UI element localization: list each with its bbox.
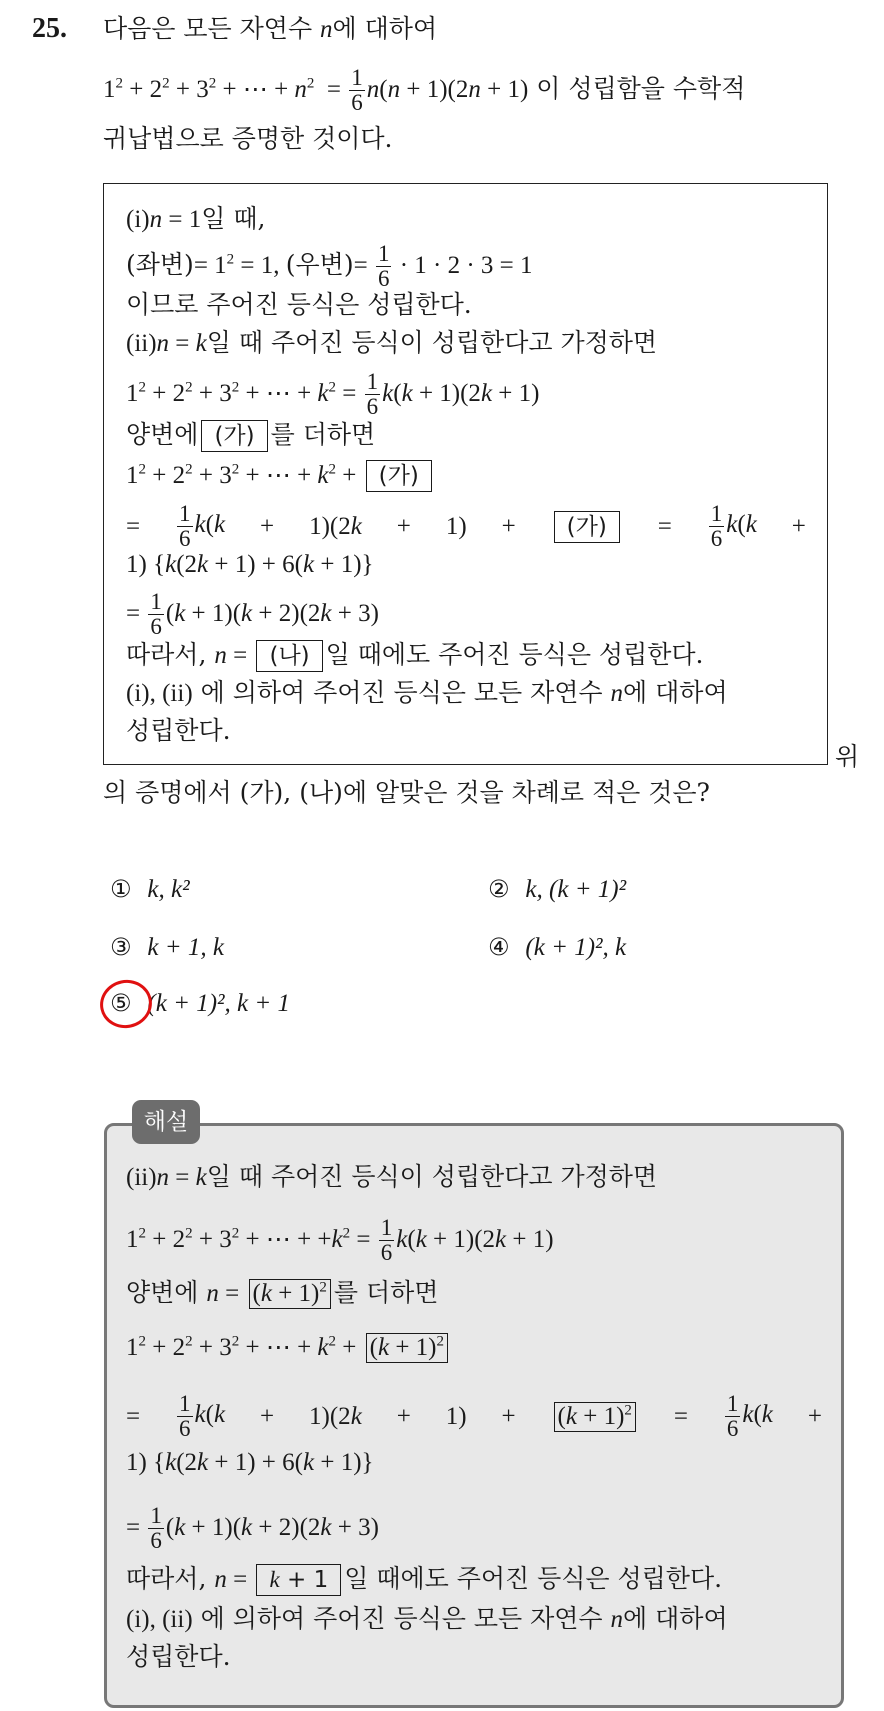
- solution-final-line1: (i), (ii) 에 의하여 주어진 등식은 모든 자연수 n에 대하여: [126, 1604, 728, 1633]
- solution-tab: 해설: [132, 1100, 200, 1144]
- answer-na-box: k + 1: [256, 1564, 341, 1596]
- proof-rhs-line1: = $\frac{1}{6}$ k(k + 1)(2k + 1) + (가) = $\frac{1}{6}$ k(k +: [126, 501, 806, 551]
- choice-1[interactable]: ① k, k²: [110, 875, 190, 903]
- problem-number: 25.: [32, 13, 67, 44]
- proof-case1-equation: (좌변)= $1^2 = 1$, (우변)= $\frac{1}{6}$ · 1 · 2 · 3 = 1: [126, 241, 533, 291]
- problem-stem-line1: 다음은 모든 자연수 n에 대하여: [103, 14, 438, 43]
- solution-sum-line: $1^2 + 2^2 + 3^2$ + ⋯ + $k^2 + (k + 1)^2$: [126, 1330, 451, 1365]
- proof-therefore: 따라서, n = (나) 일 때에도 주어진 등식은 성립한다.: [126, 638, 703, 673]
- blank-na: (나): [256, 640, 322, 672]
- problem-question: 의 증명에서 (가), (나)에 알맞은 것을 차례로 적은 것은?: [103, 778, 710, 807]
- proof-rhs-line2: 1) {k(2k + 1) + 6(k + 1)}: [126, 551, 374, 578]
- blank-ga: (가): [366, 460, 432, 492]
- proof-case2-head: (ii)n = k일 때 주어진 등식이 성립한다고 가정하면: [126, 328, 658, 357]
- solution-rhs-line3: = $\frac{1}{6}$ (k + 1)(k + 2)(2k + 3): [126, 1503, 379, 1553]
- problem-stem-after-box-right: 위: [835, 742, 860, 771]
- solution-final-line2: 성립한다.: [126, 1642, 231, 1671]
- proof-rhs-line3: = $\frac{1}{6}$ (k + 1)(k + 2)(2k + 3): [126, 589, 379, 639]
- solution-rhs-line2: 1) {k(2k + 1) + 6(k + 1)}: [126, 1449, 374, 1476]
- proof-case1-head: (i)n = 1일 때,: [126, 204, 266, 233]
- answer-ga-box: $(k + 1)^2$: [249, 1279, 331, 1309]
- choice-5[interactable]: ⑤ (k + 1)², k + 1: [110, 989, 290, 1017]
- answer-ga-box: $(k + 1)^2$: [554, 1402, 636, 1432]
- proof-final-line1: (i), (ii) 에 의하여 주어진 등식은 모든 자연수 n에 대하여: [126, 678, 728, 707]
- choice-4[interactable]: ④ (k + 1)², k: [488, 933, 627, 961]
- blank-ga: (가): [201, 420, 267, 452]
- answer-ga-box: $(k + 1)^2$: [366, 1333, 448, 1363]
- solution-hypothesis: $1^2 + 2^2 + 3^2$ + ⋯ + $+k^2$ = $\frac{1}{6}$ k(k + 1)(2k + 1): [126, 1215, 554, 1265]
- solution-case2-head: (ii)n = k일 때 주어진 등식이 성립한다고 가정하면: [126, 1162, 658, 1191]
- proof-add-both-sides: 양변에 (가) 를 더하면: [126, 418, 375, 452]
- proof-sum-line: $1^2 + 2^2 + 3^2$ + ⋯ + $k^2$ + (가): [126, 458, 435, 493]
- proof-final-line2: 성립한다.: [126, 716, 231, 745]
- proof-hypothesis: $1^2 + 2^2 + 3^2$ + ⋯ + $k^2$ = $\frac{1}{6}$ k(k + 1)(2k + 1): [126, 369, 540, 419]
- problem-stem-line3: 귀납법으로 증명한 것이다.: [103, 124, 393, 153]
- solution-therefore: 따라서, n = k + 1 일 때에도 주어진 등식은 성립한다.: [126, 1562, 722, 1597]
- choice-2[interactable]: ② k, (k + 1)²: [488, 875, 627, 903]
- solution-rhs-line1: = $\frac{1}{6}$ k(k + 1)(2k + 1) + $(k + 1)^2$ = $\frac{1}{6}$ k(k +: [126, 1391, 822, 1441]
- choice-3[interactable]: ③ k + 1, k: [110, 933, 224, 961]
- problem-stem-line2: $1^2 + 2^2 + 3^2$ + ⋯ + $n^2$ = $\frac{1}{6}$ n(n + 1)(2n + 1) 이 성립함을 수학적: [103, 65, 746, 115]
- answer-circle-mark: [96, 975, 157, 1033]
- proof-case1-conclusion: 이므로 주어진 등식은 성립한다.: [126, 290, 472, 319]
- solution-add-both-sides: 양변에 $n = (k + 1)^2$ 를 더하면: [126, 1278, 439, 1307]
- blank-ga: (가): [554, 511, 620, 543]
